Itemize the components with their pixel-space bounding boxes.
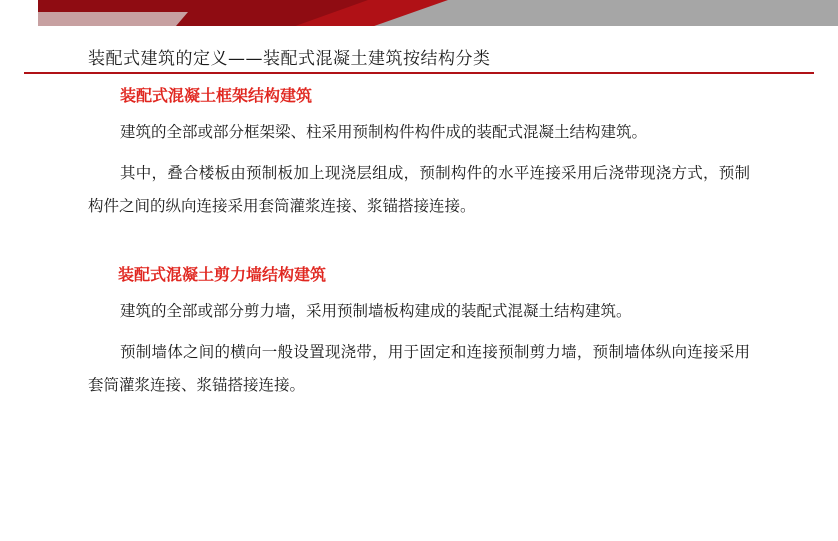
spacer — [0, 328, 838, 336]
banner-bottom-strip — [0, 26, 838, 30]
page-title: 装配式建筑的定义——装配式混凝土建筑按结构分类 — [88, 49, 491, 69]
banner-white-corner — [0, 0, 38, 26]
paragraph: 预制墙体之间的横向一般设置现浇带，用于固定和连接预制剪力墙，预制墙体纵向连接采用套筒灌浆连接、浆锚搭接连接。 — [88, 343, 750, 394]
section-spacer — [0, 223, 838, 263]
paragraph: 建筑的全部或部分框架梁、柱采用预制构件构件成的装配式混凝土结构建筑。 — [120, 123, 648, 141]
paragraph: 其中，叠合楼板由预制板加上现浇层组成，预制构件的水平连接采用后浇带现浇方式，预制构件之间的纵向连接采用套筒灌浆连接、浆锚搭接连接。 — [88, 164, 750, 215]
section-heading: 装配式混凝土框架结构建筑 — [120, 86, 313, 105]
section-shear-wall-structure — [0, 263, 838, 402]
banner-light-shade — [38, 12, 188, 26]
header-divider — [24, 72, 814, 74]
section-frame-structure — [0, 84, 838, 223]
slide-body — [0, 84, 838, 402]
spacer — [0, 149, 838, 157]
paragraph: 建筑的全部或部分剪力墙，采用预制墙板构建成的装配式混凝土结构建筑。 — [120, 302, 632, 320]
section-heading: 装配式混凝土剪力墙结构建筑 — [118, 265, 327, 284]
top-banner — [0, 0, 838, 30]
